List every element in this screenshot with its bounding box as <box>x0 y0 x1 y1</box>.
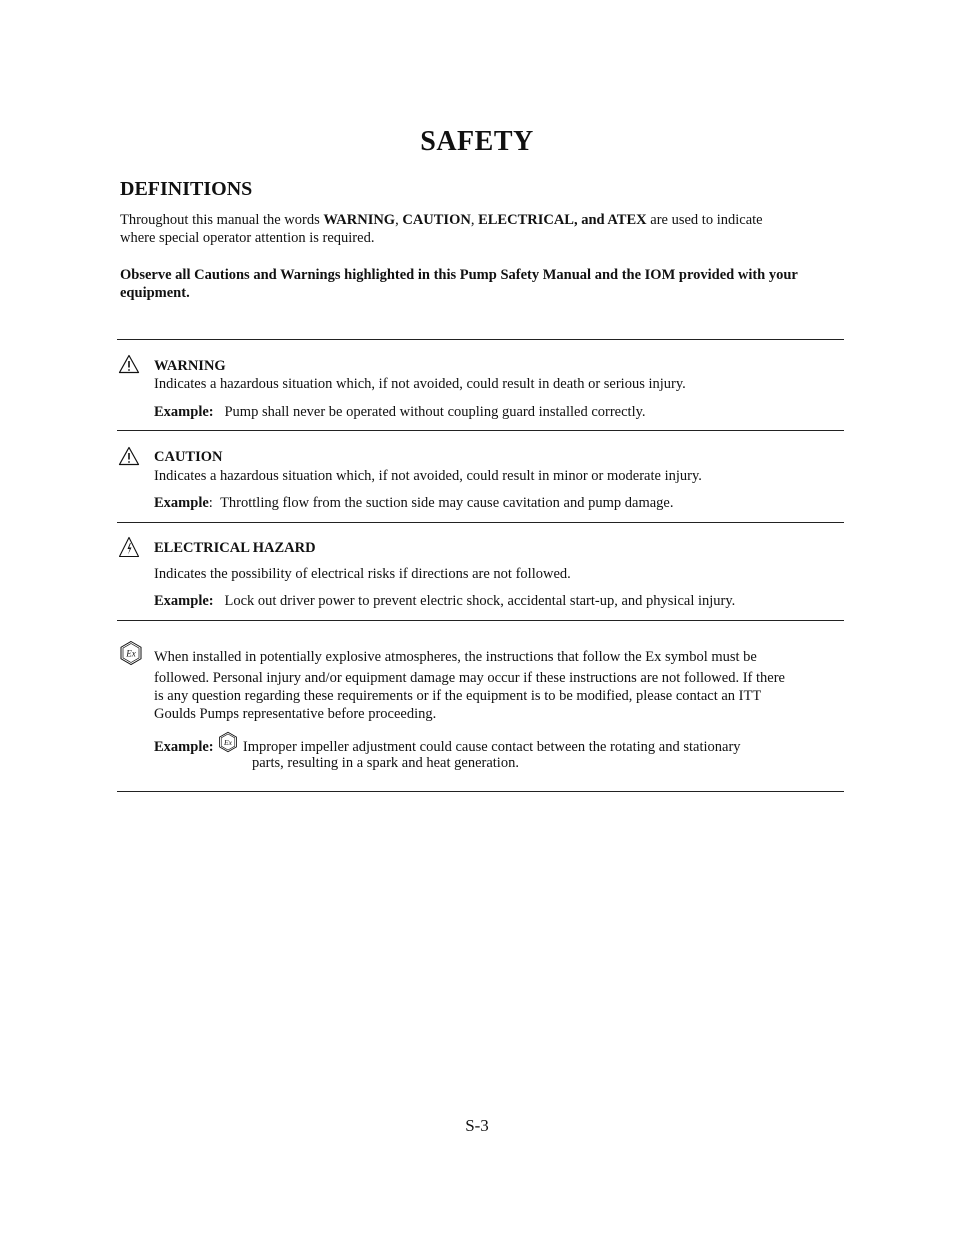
observe-statement: Observe all Cautions and Warnings highlighted in this Pump Safety Manual and the IOM provided with your equipment. <box>120 267 798 301</box>
page-number: S-3 <box>465 1116 489 1135</box>
ex-hexagon-icon <box>118 640 144 666</box>
section-divider <box>117 791 844 792</box>
caution-label: CAUTION <box>154 449 223 465</box>
definitions-intro: Throughout this manual the words WARNING, CAUTION, ELECTRICAL, and ATEX are used to indicate where special operator attention is required. <box>120 212 763 246</box>
atex-line-4: Goulds Pumps representative before proceeding. <box>154 706 437 722</box>
atex-line-3: is any question regarding these requirements or if the equipment is to be modified, please contact an ITT <box>154 688 762 704</box>
page-title: SAFETY <box>420 126 534 157</box>
atex-example-continued: parts, resulting in a spark and heat generation. <box>252 755 519 771</box>
ex-icon-text: Ex <box>224 737 233 747</box>
section-divider <box>117 339 844 340</box>
warning-description: Indicates a hazardous situation which, if not avoided, could result in death or serious injury. <box>154 376 686 392</box>
caution-example: Example: Throttling flow from the suction side may cause cavitation and pump damage. <box>154 495 674 511</box>
definitions-heading: DEFINITIONS <box>120 178 253 200</box>
electrical-hazard-label: ELECTRICAL HAZARD <box>154 540 316 556</box>
atex-example: Example: Ex Improper impeller adjustment could cause contact between the rotating and stationary <box>154 731 741 756</box>
warning-label: WARNING <box>154 358 226 374</box>
electrical-hazard-description: Indicates the possibility of electrical risks if directions are not followed. <box>154 566 571 582</box>
ex-icon-text: Ex <box>126 648 136 659</box>
caution-triangle-icon <box>118 446 140 466</box>
section-divider <box>117 522 844 523</box>
ex-hexagon-icon <box>217 731 239 753</box>
warning-example: Example: Pump shall never be operated without coupling guard installed correctly. <box>154 404 646 420</box>
section-divider <box>117 430 844 431</box>
warning-triangle-icon <box>118 354 140 374</box>
section-divider <box>117 620 844 621</box>
electrical-hazard-example: Example: Lock out driver power to prevent electric shock, accidental start-up, and physical injury. <box>154 593 736 609</box>
electrical-hazard-icon <box>118 536 140 558</box>
atex-line-2: followed. Personal injury and/or equipment damage may occur if these instructions are not followed. If there <box>154 670 785 686</box>
caution-description: Indicates a hazardous situation which, if not avoided, could result in minor or moderate injury. <box>154 468 702 484</box>
atex-line-1: When installed in potentially explosive atmospheres, the instructions that follow the Ex symbol must be <box>154 649 757 665</box>
